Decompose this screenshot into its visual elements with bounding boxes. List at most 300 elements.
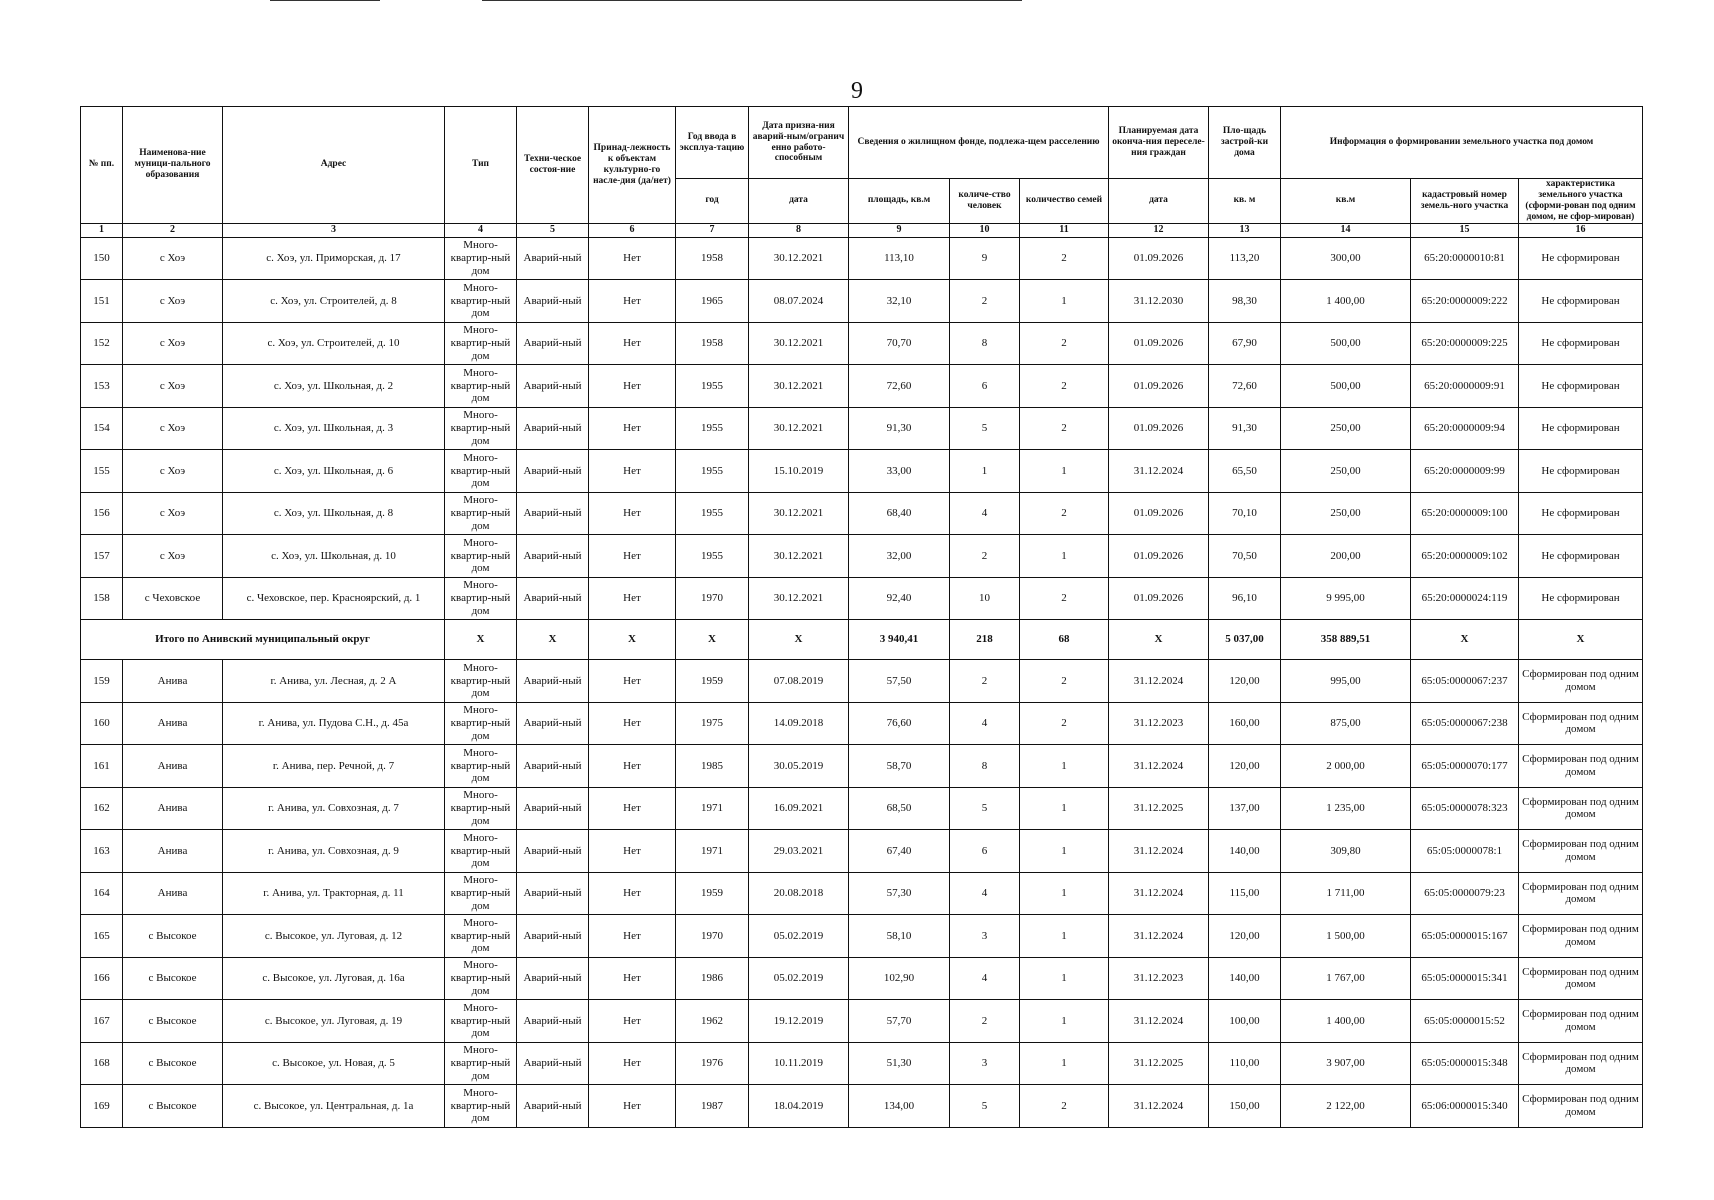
total-land-area: 358 889,51 — [1281, 620, 1411, 660]
cell-address: г. Анива, ул. Совхозная, д. 9 — [223, 830, 445, 873]
cell-emergency-date: 05.02.2019 — [749, 915, 849, 958]
cell-planned-date: 31.12.2024 — [1109, 450, 1209, 493]
cell-technical-state: Аварий-ный — [517, 660, 589, 703]
cell-cultural-heritage: Нет — [589, 322, 676, 365]
cell-technical-state: Аварий-ный — [517, 322, 589, 365]
header-area-sqm: площадь, кв.м — [849, 179, 950, 224]
cell-land-area: 1 400,00 — [1281, 1000, 1411, 1043]
table-row — [81, 237, 1643, 280]
cell-land-area: 1 500,00 — [1281, 915, 1411, 958]
cell-cadastral-number: 65:05:0000079:23 — [1411, 872, 1519, 915]
cell-cadastral-number: 65:06:0000015:340 — [1411, 1085, 1519, 1128]
col-num: 15 — [1411, 223, 1519, 237]
cell-planned-date: 31.12.2024 — [1109, 1085, 1209, 1128]
cell-address: г. Анива, пер. Речной, д. 7 — [223, 745, 445, 788]
cell-address: с. Высокое, ул. Луговая, д. 12 — [223, 915, 445, 958]
cell-building-type: Много-квартир-ный дом — [445, 407, 517, 450]
cell-cultural-heritage: Нет — [589, 577, 676, 620]
cell-commission-year: 1955 — [676, 450, 749, 493]
cell-address: с. Хоэ, ул. Приморская, д. 17 — [223, 237, 445, 280]
cell-cadastral-number: 65:05:0000015:52 — [1411, 1000, 1519, 1043]
cell-building-type: Много-квартир-ный дом — [445, 872, 517, 915]
cell-people-count: 5 — [950, 1085, 1020, 1128]
cell-emergency-date: 14.09.2018 — [749, 702, 849, 745]
table-row — [81, 450, 1643, 493]
cell-building-area: 115,00 — [1209, 872, 1281, 915]
cell-commission-year: 1986 — [676, 957, 749, 1000]
cell-cadastral-number: 65:05:0000067:237 — [1411, 660, 1519, 703]
cell-land-status: Сформирован под одним домом — [1519, 787, 1643, 830]
cell-land-status: Не сформирован — [1519, 365, 1643, 408]
cell-people-count: 2 — [950, 660, 1020, 703]
cell-family-count: 1 — [1020, 745, 1109, 788]
cell-municipality: Анива — [123, 702, 223, 745]
cell-row-number: 162 — [81, 787, 123, 830]
cell-row-number: 157 — [81, 535, 123, 578]
cell-row-number: 164 — [81, 872, 123, 915]
cell-technical-state: Аварий-ный — [517, 1000, 589, 1043]
cell-cadastral-number: 65:20:0000009:91 — [1411, 365, 1519, 408]
cell-building-area: 140,00 — [1209, 830, 1281, 873]
cell-address: с. Высокое, ул. Новая, д. 5 — [223, 1042, 445, 1085]
cell-municipality: с Хоэ — [123, 280, 223, 323]
cell-technical-state: Аварий-ный — [517, 365, 589, 408]
cell-land-status: Не сформирован — [1519, 407, 1643, 450]
cell-people-count: 8 — [950, 322, 1020, 365]
cell-row-number: 168 — [81, 1042, 123, 1085]
cell-living-area: 91,30 — [849, 407, 950, 450]
cell-cadastral-number: 65:05:0000078:323 — [1411, 787, 1519, 830]
cell-building-area: 70,10 — [1209, 492, 1281, 535]
cell-land-area: 875,00 — [1281, 702, 1411, 745]
cell-technical-state: Аварий-ный — [517, 492, 589, 535]
cell-emergency-date: 30.12.2021 — [749, 535, 849, 578]
cell-family-count: 2 — [1020, 322, 1109, 365]
cell-commission-year: 1955 — [676, 535, 749, 578]
cell-building-type: Много-квартир-ный дом — [445, 957, 517, 1000]
total-x: X — [589, 620, 676, 660]
cell-cultural-heritage: Нет — [589, 1085, 676, 1128]
cell-building-area: 120,00 — [1209, 915, 1281, 958]
cell-municipality: с Высокое — [123, 915, 223, 958]
header-type: Тип — [445, 107, 517, 224]
cell-address: г. Анива, ул. Лесная, д. 2 А — [223, 660, 445, 703]
cell-commission-year: 1965 — [676, 280, 749, 323]
cell-land-area: 995,00 — [1281, 660, 1411, 703]
cell-people-count: 4 — [950, 872, 1020, 915]
cell-cultural-heritage: Нет — [589, 787, 676, 830]
cell-technical-state: Аварий-ный — [517, 450, 589, 493]
cell-row-number: 155 — [81, 450, 123, 493]
cell-commission-year: 1955 — [676, 492, 749, 535]
header-date-sub: дата — [749, 179, 849, 224]
cell-land-status: Не сформирован — [1519, 535, 1643, 578]
cell-address: с. Хоэ, ул. Школьная, д. 6 — [223, 450, 445, 493]
cell-cultural-heritage: Нет — [589, 280, 676, 323]
cell-living-area: 72,60 — [849, 365, 950, 408]
total-x: X — [1411, 620, 1519, 660]
cell-building-area: 160,00 — [1209, 702, 1281, 745]
total-row — [81, 620, 1643, 660]
cell-living-area: 67,40 — [849, 830, 950, 873]
header-emergency-date: Дата призна-ния аварий-ным/огранич енно работо-способным — [749, 107, 849, 179]
cell-municipality: с Высокое — [123, 1000, 223, 1043]
cell-family-count: 2 — [1020, 407, 1109, 450]
col-num: 7 — [676, 223, 749, 237]
cell-cadastral-number: 65:20:0000009:99 — [1411, 450, 1519, 493]
cell-land-status: Сформирован под одним домом — [1519, 915, 1643, 958]
cell-technical-state: Аварий-ный — [517, 830, 589, 873]
cell-cultural-heritage: Нет — [589, 702, 676, 745]
cell-building-area: 120,00 — [1209, 660, 1281, 703]
cell-living-area: 113,10 — [849, 237, 950, 280]
cell-address: с. Хоэ, ул. Строителей, д. 8 — [223, 280, 445, 323]
cell-cultural-heritage: Нет — [589, 535, 676, 578]
cell-municipality: с Хоэ — [123, 365, 223, 408]
cell-commission-year: 1971 — [676, 830, 749, 873]
cell-land-area: 250,00 — [1281, 450, 1411, 493]
cell-land-area: 500,00 — [1281, 322, 1411, 365]
cell-cadastral-number: 65:20:0000010:81 — [1411, 237, 1519, 280]
cell-people-count: 2 — [950, 280, 1020, 323]
table-row — [81, 322, 1643, 365]
cell-building-type: Много-квартир-ный дом — [445, 1000, 517, 1043]
cell-living-area: 134,00 — [849, 1085, 950, 1128]
cell-building-type: Много-квартир-ный дом — [445, 702, 517, 745]
cell-land-status: Сформирован под одним домом — [1519, 1000, 1643, 1043]
cell-living-area: 33,00 — [849, 450, 950, 493]
cell-row-number: 151 — [81, 280, 123, 323]
table-row — [81, 1000, 1643, 1043]
cell-building-type: Много-квартир-ный дом — [445, 492, 517, 535]
total-x: X — [1519, 620, 1643, 660]
cell-commission-year: 1987 — [676, 1085, 749, 1128]
cell-building-type: Много-квартир-ный дом — [445, 535, 517, 578]
cell-building-type: Много-квартир-ный дом — [445, 237, 517, 280]
cell-building-type: Много-квартир-ный дом — [445, 745, 517, 788]
cell-land-area: 309,80 — [1281, 830, 1411, 873]
cell-building-area: 70,50 — [1209, 535, 1281, 578]
table-row — [81, 915, 1643, 958]
cell-family-count: 2 — [1020, 702, 1109, 745]
cell-land-area: 2 122,00 — [1281, 1085, 1411, 1128]
cell-land-area: 2 000,00 — [1281, 745, 1411, 788]
cell-family-count: 1 — [1020, 957, 1109, 1000]
cell-living-area: 76,60 — [849, 702, 950, 745]
cell-living-area: 51,30 — [849, 1042, 950, 1085]
cell-technical-state: Аварий-ный — [517, 957, 589, 1000]
cell-land-status: Не сформирован — [1519, 322, 1643, 365]
cell-address: с. Хоэ, ул. Школьная, д. 2 — [223, 365, 445, 408]
total-area: 3 940,41 — [849, 620, 950, 660]
col-num: 3 — [223, 223, 445, 237]
header-plan-date-sub: дата — [1109, 179, 1209, 224]
cell-address: с. Чеховское, пер. Красноярский, д. 1 — [223, 577, 445, 620]
cell-commission-year: 1970 — [676, 577, 749, 620]
cell-cadastral-number: 65:05:0000015:341 — [1411, 957, 1519, 1000]
cell-row-number: 158 — [81, 577, 123, 620]
cell-emergency-date: 30.12.2021 — [749, 407, 849, 450]
table-row — [81, 492, 1643, 535]
table-row — [81, 745, 1643, 788]
cell-address: с. Хоэ, ул. Школьная, д. 10 — [223, 535, 445, 578]
cell-commission-year: 1976 — [676, 1042, 749, 1085]
cell-family-count: 2 — [1020, 237, 1109, 280]
header-building-area: Пло-щадь застрой-ки дома — [1209, 107, 1281, 179]
cell-living-area: 57,30 — [849, 872, 950, 915]
cell-planned-date: 31.12.2025 — [1109, 787, 1209, 830]
cell-technical-state: Аварий-ный — [517, 872, 589, 915]
cell-land-area: 250,00 — [1281, 492, 1411, 535]
cell-cultural-heritage: Нет — [589, 915, 676, 958]
cell-people-count: 4 — [950, 702, 1020, 745]
cell-people-count: 3 — [950, 915, 1020, 958]
cell-people-count: 2 — [950, 1000, 1020, 1043]
cell-land-status: Не сформирован — [1519, 577, 1643, 620]
cell-cadastral-number: 65:20:0000009:225 — [1411, 322, 1519, 365]
cell-municipality: с Высокое — [123, 957, 223, 1000]
table-body-aniva — [81, 660, 1643, 1128]
cell-building-area: 65,50 — [1209, 450, 1281, 493]
cell-living-area: 58,70 — [849, 745, 950, 788]
cell-planned-date: 01.09.2026 — [1109, 365, 1209, 408]
cell-commission-year: 1959 — [676, 660, 749, 703]
col-num: 9 — [849, 223, 950, 237]
cell-planned-date: 01.09.2026 — [1109, 322, 1209, 365]
total-section — [81, 620, 1643, 660]
table-row — [81, 957, 1643, 1000]
cell-row-number: 161 — [81, 745, 123, 788]
table-row — [81, 1085, 1643, 1128]
cell-municipality: с Высокое — [123, 1085, 223, 1128]
cell-row-number: 152 — [81, 322, 123, 365]
cell-commission-year: 1958 — [676, 322, 749, 365]
cell-building-type: Много-квартир-ный дом — [445, 1085, 517, 1128]
cell-municipality: с Чеховское — [123, 577, 223, 620]
cell-land-status: Сформирован под одним домом — [1519, 660, 1643, 703]
cell-address: г. Анива, ул. Совхозная, д. 7 — [223, 787, 445, 830]
cell-row-number: 156 — [81, 492, 123, 535]
cell-land-status: Не сформирован — [1519, 280, 1643, 323]
cell-family-count: 1 — [1020, 1000, 1109, 1043]
cell-municipality: с Хоэ — [123, 535, 223, 578]
cell-row-number: 160 — [81, 702, 123, 745]
cell-planned-date: 31.12.2023 — [1109, 957, 1209, 1000]
cell-commission-year: 1955 — [676, 407, 749, 450]
cell-building-area: 113,20 — [1209, 237, 1281, 280]
cell-building-area: 67,90 — [1209, 322, 1281, 365]
cell-municipality: Анива — [123, 787, 223, 830]
cell-row-number: 154 — [81, 407, 123, 450]
cell-technical-state: Аварий-ный — [517, 237, 589, 280]
cell-land-area: 500,00 — [1281, 365, 1411, 408]
col-num: 6 — [589, 223, 676, 237]
cell-land-area: 200,00 — [1281, 535, 1411, 578]
col-num: 2 — [123, 223, 223, 237]
table-row — [81, 280, 1643, 323]
cell-building-area: 100,00 — [1209, 1000, 1281, 1043]
cell-planned-date: 01.09.2026 — [1109, 492, 1209, 535]
col-num: 16 — [1519, 223, 1643, 237]
total-families: 68 — [1020, 620, 1109, 660]
cell-family-count: 2 — [1020, 1085, 1109, 1128]
cell-commission-year: 1975 — [676, 702, 749, 745]
cell-row-number: 153 — [81, 365, 123, 408]
page-number: 9 — [851, 78, 863, 104]
total-build-area: 5 037,00 — [1209, 620, 1281, 660]
cell-municipality: с Хоэ — [123, 237, 223, 280]
cell-technical-state: Аварий-ный — [517, 745, 589, 788]
cell-land-area: 1 711,00 — [1281, 872, 1411, 915]
cell-living-area: 57,50 — [849, 660, 950, 703]
total-people: 218 — [950, 620, 1020, 660]
cell-cadastral-number: 65:20:0000009:222 — [1411, 280, 1519, 323]
cell-address: с. Высокое, ул. Луговая, д. 16а — [223, 957, 445, 1000]
cell-cultural-heritage: Нет — [589, 830, 676, 873]
col-num: 10 — [950, 223, 1020, 237]
header-people-count: количе-ство человек — [950, 179, 1020, 224]
total-x: X — [445, 620, 517, 660]
cell-building-type: Много-квартир-ный дом — [445, 915, 517, 958]
cell-building-area: 137,00 — [1209, 787, 1281, 830]
cell-address: с. Хоэ, ул. Школьная, д. 8 — [223, 492, 445, 535]
cell-family-count: 1 — [1020, 535, 1109, 578]
cell-people-count: 6 — [950, 365, 1020, 408]
cell-land-status: Сформирован под одним домом — [1519, 872, 1643, 915]
cell-emergency-date: 30.12.2021 — [749, 237, 849, 280]
cell-planned-date: 01.09.2026 — [1109, 237, 1209, 280]
cell-cultural-heritage: Нет — [589, 407, 676, 450]
top-rule-right — [482, 0, 1022, 1]
cell-cultural-heritage: Нет — [589, 1000, 676, 1043]
cell-cadastral-number: 65:20:0000009:102 — [1411, 535, 1519, 578]
cell-people-count: 1 — [950, 450, 1020, 493]
table-row — [81, 872, 1643, 915]
cell-cultural-heritage: Нет — [589, 1042, 676, 1085]
table-row — [81, 535, 1643, 578]
cell-technical-state: Аварий-ный — [517, 915, 589, 958]
cell-emergency-date: 16.09.2021 — [749, 787, 849, 830]
cell-land-status: Сформирован под одним домом — [1519, 702, 1643, 745]
col-num: 5 — [517, 223, 589, 237]
table-row — [81, 702, 1643, 745]
cell-technical-state: Аварий-ный — [517, 1085, 589, 1128]
header-build-area-sub: кв. м — [1209, 179, 1281, 224]
cell-planned-date: 31.12.2023 — [1109, 702, 1209, 745]
cell-row-number: 165 — [81, 915, 123, 958]
cell-living-area: 32,10 — [849, 280, 950, 323]
cell-building-area: 91,30 — [1209, 407, 1281, 450]
total-x: X — [749, 620, 849, 660]
cell-municipality: Анива — [123, 660, 223, 703]
col-num: 14 — [1281, 223, 1411, 237]
cell-emergency-date: 10.11.2019 — [749, 1042, 849, 1085]
col-num: 11 — [1020, 223, 1109, 237]
cell-land-status: Не сформирован — [1519, 492, 1643, 535]
cell-emergency-date: 30.05.2019 — [749, 745, 849, 788]
cell-municipality: Анива — [123, 872, 223, 915]
cell-living-area: 68,40 — [849, 492, 950, 535]
cell-people-count: 4 — [950, 957, 1020, 1000]
table-row — [81, 787, 1643, 830]
cell-building-type: Много-квартир-ный дом — [445, 660, 517, 703]
cell-cultural-heritage: Нет — [589, 237, 676, 280]
cell-planned-date: 31.12.2024 — [1109, 872, 1209, 915]
top-rule-left — [270, 0, 380, 1]
cell-living-area: 32,00 — [849, 535, 950, 578]
cell-living-area: 102,90 — [849, 957, 950, 1000]
cell-emergency-date: 07.08.2019 — [749, 660, 849, 703]
header-commission-year: Год ввода в эксплуа-тацию — [676, 107, 749, 179]
cell-commission-year: 1955 — [676, 365, 749, 408]
header-address: Адрес — [223, 107, 445, 224]
cell-building-area: 96,10 — [1209, 577, 1281, 620]
header-family-count: количество семей — [1020, 179, 1109, 224]
cell-land-area: 1 767,00 — [1281, 957, 1411, 1000]
cell-planned-date: 01.09.2026 — [1109, 577, 1209, 620]
cell-building-type: Много-квартир-ный дом — [445, 280, 517, 323]
cell-address: г. Анива, ул. Пудова С.Н., д. 45а — [223, 702, 445, 745]
cell-municipality: с Высокое — [123, 1042, 223, 1085]
cell-building-area: 72,60 — [1209, 365, 1281, 408]
cell-cadastral-number: 65:20:0000024:119 — [1411, 577, 1519, 620]
cell-row-number: 169 — [81, 1085, 123, 1128]
cell-cadastral-number: 65:05:0000070:177 — [1411, 745, 1519, 788]
cell-building-type: Много-квартир-ный дом — [445, 365, 517, 408]
col-num: 13 — [1209, 223, 1281, 237]
cell-building-area: 140,00 — [1209, 957, 1281, 1000]
cell-family-count: 1 — [1020, 787, 1109, 830]
cell-building-type: Много-квартир-ный дом — [445, 322, 517, 365]
total-x: X — [1109, 620, 1209, 660]
cell-municipality: с Хоэ — [123, 492, 223, 535]
table-row — [81, 830, 1643, 873]
col-num: 12 — [1109, 223, 1209, 237]
cell-cultural-heritage: Нет — [589, 365, 676, 408]
cell-emergency-date: 30.12.2021 — [749, 322, 849, 365]
cell-planned-date: 31.12.2024 — [1109, 745, 1209, 788]
header-housing-stock: Сведения о жилищном фонде, подлежа-щем расселению — [849, 107, 1109, 179]
cell-planned-date: 31.12.2024 — [1109, 1000, 1209, 1043]
cell-land-status: Не сформирован — [1519, 237, 1643, 280]
cell-people-count: 3 — [950, 1042, 1020, 1085]
col-num: 4 — [445, 223, 517, 237]
table-header — [81, 107, 1643, 238]
cell-emergency-date: 20.08.2018 — [749, 872, 849, 915]
cell-cadastral-number: 65:20:0000009:94 — [1411, 407, 1519, 450]
cell-people-count: 5 — [950, 787, 1020, 830]
cell-people-count: 6 — [950, 830, 1020, 873]
header-number: № пп. — [81, 107, 123, 224]
header-year-sub: год — [676, 179, 749, 224]
cell-planned-date: 01.09.2026 — [1109, 535, 1209, 578]
cell-cultural-heritage: Нет — [589, 660, 676, 703]
cell-commission-year: 1962 — [676, 1000, 749, 1043]
cell-building-area: 110,00 — [1209, 1042, 1281, 1085]
cell-family-count: 1 — [1020, 1042, 1109, 1085]
cell-people-count: 5 — [950, 407, 1020, 450]
col-num: 8 — [749, 223, 849, 237]
header-land-plot-info: Информация о формировании земельного участка под домом — [1281, 107, 1643, 179]
cell-address: г. Анива, ул. Тракторная, д. 11 — [223, 872, 445, 915]
cell-municipality: Анива — [123, 745, 223, 788]
cell-technical-state: Аварий-ный — [517, 1042, 589, 1085]
cell-row-number: 150 — [81, 237, 123, 280]
cell-planned-date: 31.12.2024 — [1109, 915, 1209, 958]
cell-commission-year: 1985 — [676, 745, 749, 788]
cell-technical-state: Аварий-ный — [517, 702, 589, 745]
cell-living-area: 58,10 — [849, 915, 950, 958]
